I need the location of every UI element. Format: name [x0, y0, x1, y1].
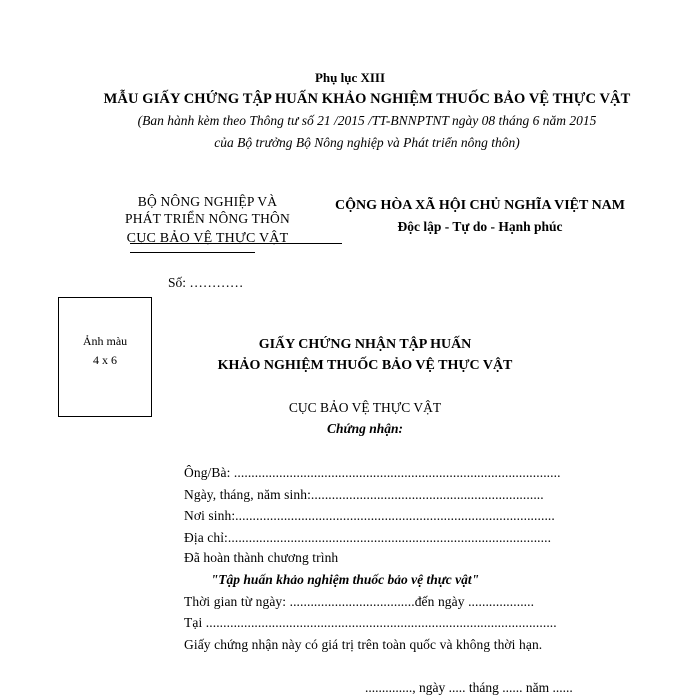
- photo-label: Ảnh màu: [82, 334, 128, 348]
- address-field: Địa chỉ:.............................................................................................: [184, 530, 552, 545]
- validity-statement: Giấy chứng nhận này có giá trị trên toàn quốc và không thời hạn.: [184, 637, 543, 652]
- appendix-label: Phụ lục XIII: [314, 70, 386, 85]
- course-name: "Tập huấn khảo nghiệm thuốc bảo vệ thực vật": [210, 572, 480, 587]
- nation-motto: Độc lập - Tự do - Hạnh phúc: [397, 219, 563, 234]
- form-title: MẪU GIẤY CHỨNG TẬP HUẤN KHẢO NGHIỆM THUỐC BẢO VỆ THỰC VẬT: [103, 91, 631, 107]
- birthdate-field: Ngày, tháng, năm sinh:...................................................................: [184, 487, 544, 502]
- ministry-line2: PHÁT TRIỂN NÔNG THÔN: [125, 211, 290, 226]
- certificate-title-line2: KHẢO NGHIỆM THUỐC BẢO VỆ THỰC VẬT: [217, 358, 513, 373]
- issuance-note-line2: của Bộ trưởng Bộ Nông nghiệp và Phát triển nông thôn): [214, 135, 520, 150]
- issuance-note-line1: (Ban hành kèm theo Thông tư số 21 /2015 /TT-BNNPTNT ngày 08 tháng 6 năm 2015: [137, 113, 597, 128]
- nation-name: CỘNG HÒA XÃ HỘI CHỦ NGHĨA VIỆT NAM: [334, 198, 625, 213]
- photo-placeholder: [58, 297, 152, 417]
- training-place-field: Tại .....................................................................................................: [184, 615, 557, 630]
- department-underline: [130, 243, 342, 244]
- birthplace-field: Nơi sinh:............................................................................................: [184, 508, 555, 523]
- completed-program-label: Đã hoàn thành chương trình: [184, 550, 339, 565]
- certifies-label: Chứng nhận:: [326, 421, 403, 436]
- issuer-department: CỤC BẢO VỆ THỰC VẬT: [126, 231, 289, 246]
- photo-size: 4 x 6: [93, 353, 117, 367]
- name-field: Ông/Bà: ..............................................................................................: [184, 465, 561, 480]
- training-period-field: Thời gian từ ngày: ....................................đến ngày ...................: [184, 594, 535, 609]
- certificate-title-line1: GIẤY CHỨNG NHẬN TẬP HUẤN: [258, 337, 472, 352]
- department-underline-short: [130, 252, 255, 253]
- certifying-department: CỤC BẢO VỆ THỰC VẬT: [288, 400, 442, 415]
- signing-date-line: .............., ngày ..... tháng ...... năm ......: [365, 680, 573, 695]
- document-number: Số: …………: [168, 275, 244, 290]
- ministry-line1: BỘ NÔNG NGHIỆP VÀ: [137, 194, 278, 209]
